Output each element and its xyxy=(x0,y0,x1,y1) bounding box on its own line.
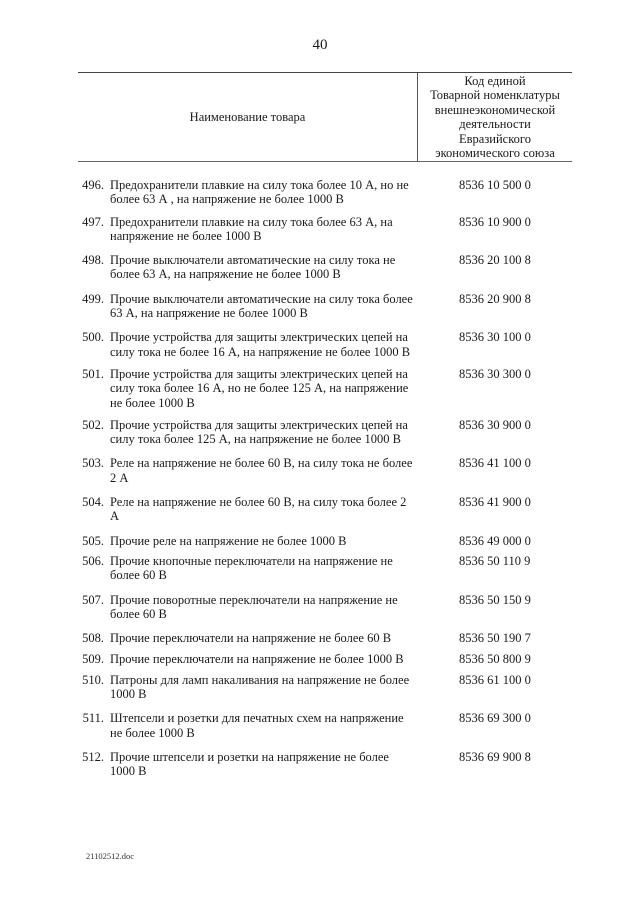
table-row xyxy=(78,554,572,583)
row-product-name: Реле на напряжение не более 60 В, на силу тока не более 2 А xyxy=(110,456,413,485)
row-tnved-code: 8536 30 300 0 xyxy=(459,366,531,381)
table-body xyxy=(78,178,572,779)
header-code-line: внешнеэкономической xyxy=(434,102,556,117)
row-product-name: Прочие устройства для защиты электрических цепей на силу тока не более 16 А, на напряжение не более 1000 В xyxy=(110,330,411,359)
row-tnved-code: 8536 20 100 8 xyxy=(459,253,531,268)
table-header xyxy=(78,72,572,162)
row-tnved-code: 8536 20 900 8 xyxy=(459,291,531,306)
row-product-name: Реле на напряжение не более 60 В, на силу тока более 2 А xyxy=(110,495,407,524)
header-code-line: экономического союза xyxy=(435,146,555,160)
row-number: 505. xyxy=(82,533,104,548)
page-number: 40 xyxy=(312,37,328,53)
table-row xyxy=(78,367,572,410)
table-row xyxy=(78,418,572,447)
header-code-line: деятельности xyxy=(459,117,531,131)
header-code-line: Товарной номенклатуры xyxy=(430,88,560,102)
table-row xyxy=(78,534,572,548)
row-number: 506. xyxy=(82,553,104,568)
row-number: 504. xyxy=(82,495,104,510)
table-row xyxy=(78,330,572,359)
header-name-column: Наименование товара xyxy=(189,109,306,124)
row-tnved-code: 8536 69 900 8 xyxy=(459,749,531,764)
table-row xyxy=(78,178,572,207)
header-code-line: Евразийского xyxy=(459,131,531,146)
header-code-line: Код единой xyxy=(464,73,526,88)
row-number: 510. xyxy=(82,672,104,687)
row-tnved-code: 8536 69 300 0 xyxy=(459,711,531,726)
row-number: 500. xyxy=(82,330,104,345)
row-product-name: Прочие кнопочные переключатели на напряжение не более 60 В xyxy=(110,553,393,583)
table-row xyxy=(78,711,572,740)
table-row xyxy=(78,593,572,622)
table-row xyxy=(78,495,572,524)
row-number: 512. xyxy=(82,749,104,764)
row-number: 508. xyxy=(82,631,104,646)
row-number: 498. xyxy=(82,253,104,268)
row-number: 509. xyxy=(82,652,104,667)
row-number: 496. xyxy=(82,178,104,192)
row-tnved-code: 8536 50 800 9 xyxy=(459,652,531,667)
row-product-name: Штепсели и розетки для печатных схем на напряжение не более 1000 В xyxy=(110,711,404,740)
table-row xyxy=(78,456,572,485)
row-tnved-code: 8536 50 190 7 xyxy=(459,631,531,646)
table-row xyxy=(78,673,572,702)
row-product-name: Предохранители плавкие на силу тока более 10 А, но не более 63 А , на напряжение не более 1000 В xyxy=(110,178,409,207)
row-tnved-code: 8536 50 110 9 xyxy=(459,553,531,568)
table-row xyxy=(78,652,572,666)
row-tnved-code: 8536 41 900 0 xyxy=(459,495,531,510)
row-tnved-code: 8536 30 900 0 xyxy=(459,417,531,432)
table-row xyxy=(78,631,572,645)
row-number: 511. xyxy=(82,711,104,726)
row-tnved-code: 8536 30 100 0 xyxy=(459,330,531,345)
row-tnved-code: 8536 10 500 0 xyxy=(459,178,531,192)
row-product-name: Прочие устройства для защиты электрических цепей на силу тока более 16 А, но не более 125 А, на напряжение не более 1000 В xyxy=(110,366,409,410)
row-product-name: Прочие выключатели автоматические на силу тока не более 63 А, на напряжение не более 1000 В xyxy=(110,253,396,282)
table-row xyxy=(78,292,572,321)
row-tnved-code: 8536 49 000 0 xyxy=(459,533,531,548)
row-tnved-code: 8536 10 900 0 xyxy=(459,214,531,229)
row-number: 502. xyxy=(82,417,104,432)
row-product-name: Прочие переключатели на напряжение не более 1000 В xyxy=(110,652,404,667)
row-product-name: Прочие выключатели автоматические на силу тока более 63 А, на напряжение не более 1000 В xyxy=(110,291,413,321)
table-row xyxy=(78,253,572,282)
row-product-name: Патроны для ламп накаливания на напряжение не более 1000 В xyxy=(110,672,410,702)
row-product-name: Предохранители плавкие на силу тока более 63 А, на напряжение не более 1000 В xyxy=(110,214,393,243)
row-tnved-code: 8536 41 100 0 xyxy=(459,456,531,471)
row-tnved-code: 8536 50 150 9 xyxy=(459,592,531,607)
table-row xyxy=(78,750,572,779)
row-number: 499. xyxy=(82,291,104,306)
row-product-name: Прочие штепсели и розетки на напряжение не более 1000 В xyxy=(110,749,389,779)
row-number: 501. xyxy=(82,366,104,381)
table-row xyxy=(78,215,572,244)
row-product-name: Прочие переключатели на напряжение не более 60 В xyxy=(110,631,392,646)
row-product-name: Прочие реле на напряжение не более 1000 В xyxy=(110,533,347,548)
document-filename: 21102512.doc xyxy=(86,851,135,861)
row-tnved-code: 8536 61 100 0 xyxy=(459,672,531,687)
row-number: 507. xyxy=(82,592,104,607)
row-product-name: Прочие поворотные переключатели на напряжение не более 60 В xyxy=(110,592,398,621)
row-product-name: Прочие устройства для защиты электрических цепей на силу тока более 125 А, на напряжение не более 1000 В xyxy=(110,417,408,447)
header-code-column xyxy=(418,73,572,161)
row-number: 497. xyxy=(82,214,104,229)
row-number: 503. xyxy=(82,456,104,471)
